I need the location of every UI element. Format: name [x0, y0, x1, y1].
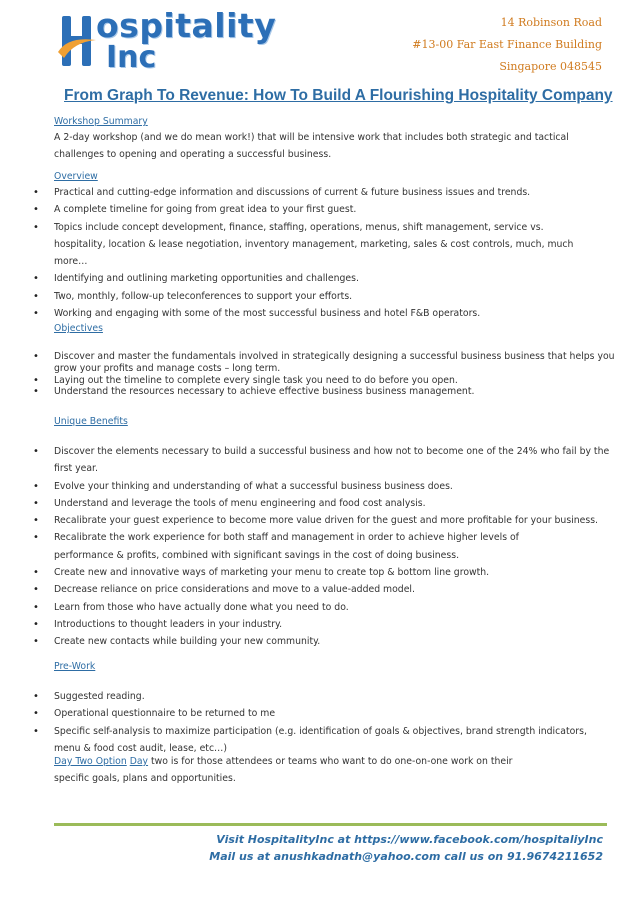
- list-item: • Laying out the timeline to complete every single task you need to do before you open.: [33, 374, 458, 386]
- footer-contact[interactable]: Mail us at anushkadnath@yahoo.com call us on 91.9674211652: [209, 850, 603, 863]
- list-item: • Specific self-analysis to maximize participation (e.g. identification of goals & objectives, brand strength indicators, menu & food cost audit, lease, etc…): [0, 723, 614, 758]
- list-item: • A complete timeline for going from great idea to your first guest.: [0, 201, 620, 218]
- bullet-icon: •: [33, 480, 39, 492]
- list-item: • Introductions to thought leaders in your industry.: [0, 616, 620, 633]
- bullet-icon: •: [33, 290, 39, 302]
- bullet-icon: •: [33, 515, 39, 527]
- logo-word-inc: Inc: [106, 40, 157, 75]
- unique-benefits-list: [0, 443, 620, 651]
- list-item: • Learn from those who have actually done what you need to do.: [0, 599, 620, 616]
- bullet-icon: •: [33, 351, 39, 362]
- bullet-icon: •: [33, 273, 39, 285]
- list-item: • Understand the resources necessary to achieve effective business business management.: [33, 386, 475, 398]
- list-item: • Identifying and outlining marketing opportunities and challenges.: [0, 270, 620, 287]
- bullet-icon: •: [33, 386, 39, 398]
- bullet-icon: •: [33, 584, 39, 596]
- company-logo: [56, 6, 277, 76]
- workshop-summary-text: A 2-day workshop (and we do mean work!) that will be intensive work that includes both strategic and tactical challenges to opening and operating a successful business.: [54, 132, 569, 160]
- list-item: • Practical and cutting-edge information and discussions of current & future business issues and trends.: [0, 184, 620, 201]
- footer-facebook-link[interactable]: Visit HospitalityInc at https://www.facebook.com/hospitaliyInc: [216, 833, 603, 846]
- list-item: • Recalibrate your guest experience to become more value driven for the guest and more profitable for your business.: [0, 512, 620, 529]
- address-line: Singapore 048545: [499, 60, 602, 73]
- list-item: • Recalibrate the work experience for both staff and management in order to achieve higher levels of performance & profits, combined with significant savings in the cost of doing business.: [0, 529, 524, 564]
- logo-word-hospitality: ospitality: [96, 6, 277, 45]
- overview-list: [0, 184, 620, 322]
- day-two-text: two is for those attendees or teams who want to do one-on-one work on their specific goals, plans and opportunities.: [54, 756, 513, 784]
- bullet-icon: •: [33, 601, 39, 613]
- list-item: • Operational questionnaire to be returned to me: [0, 705, 620, 722]
- list-item: • Evolve your thinking and understanding of what a successful business business does.: [0, 478, 620, 495]
- company-address: [412, 12, 602, 78]
- list-item: • Discover the elements necessary to build a successful business and how not to become one of the 24% who fail by the first year.: [0, 443, 620, 478]
- list-item: • Working and engaging with some of the most successful business and hotel F&B operators.: [0, 305, 620, 322]
- bullet-icon: •: [33, 708, 39, 720]
- bullet-icon: •: [33, 532, 39, 544]
- bullet-icon: •: [33, 204, 39, 216]
- bullet-icon: •: [33, 567, 39, 579]
- objectives-list: [0, 351, 620, 398]
- address-line: 14 Robinson Road: [500, 16, 602, 29]
- day-two-link[interactable]: Day: [129, 756, 149, 767]
- section-heading-objectives: Objectives: [54, 323, 103, 334]
- address-line: #13-00 Far East Finance Building: [412, 38, 602, 51]
- list-item: • Topics include concept development, finance, staffing, operations, menus, shift management, service vs. hospitality, location & lease negotiation, inventory management, marketing, sales & cost controls, much, much more…: [0, 219, 574, 271]
- bullet-icon: •: [33, 497, 39, 509]
- day-two-option: [54, 753, 534, 787]
- pre-work-list: [0, 688, 620, 757]
- section-heading-pre-work: Pre-Work: [54, 661, 96, 672]
- bullet-icon: •: [33, 636, 39, 648]
- bullet-icon: •: [33, 187, 39, 198]
- list-item: • Create new contacts while building your new community.: [0, 633, 620, 650]
- section-heading-unique-benefits: Unique Benefits: [54, 416, 128, 427]
- page-title: From Graph To Revenue: How To Build A Flourishing Hospitality Company: [64, 87, 613, 104]
- list-item: • Suggested reading.: [0, 688, 620, 705]
- section-heading-workshop-summary: Workshop Summary: [54, 116, 148, 127]
- list-item: • Two, monthly, follow-up teleconferences to support your efforts.: [0, 288, 620, 305]
- day-two-option-label[interactable]: Day Two Option: [54, 756, 127, 767]
- bullet-icon: •: [33, 446, 39, 457]
- bullet-icon: •: [33, 374, 39, 386]
- bullet-icon: •: [33, 221, 39, 233]
- bullet-icon: •: [33, 308, 39, 320]
- page-footer: [209, 831, 603, 865]
- footer-divider: [54, 823, 607, 826]
- list-item: • Understand and leverage the tools of menu engineering and food cost analysis.: [0, 495, 620, 512]
- list-item: • Discover and master the fundamentals involved in strategically designing a successful business business that helps you grow your profits and manage costs – long term.: [33, 351, 615, 374]
- bullet-icon: •: [33, 618, 39, 630]
- list-item: • Decrease reliance on price considerations and move to a value-added model.: [0, 581, 620, 598]
- section-heading-overview: Overview: [54, 171, 98, 182]
- bullet-icon: •: [33, 691, 39, 702]
- list-item: • Create new and innovative ways of marketing your menu to create top & bottom line growth.: [0, 564, 620, 581]
- bullet-icon: •: [33, 725, 39, 737]
